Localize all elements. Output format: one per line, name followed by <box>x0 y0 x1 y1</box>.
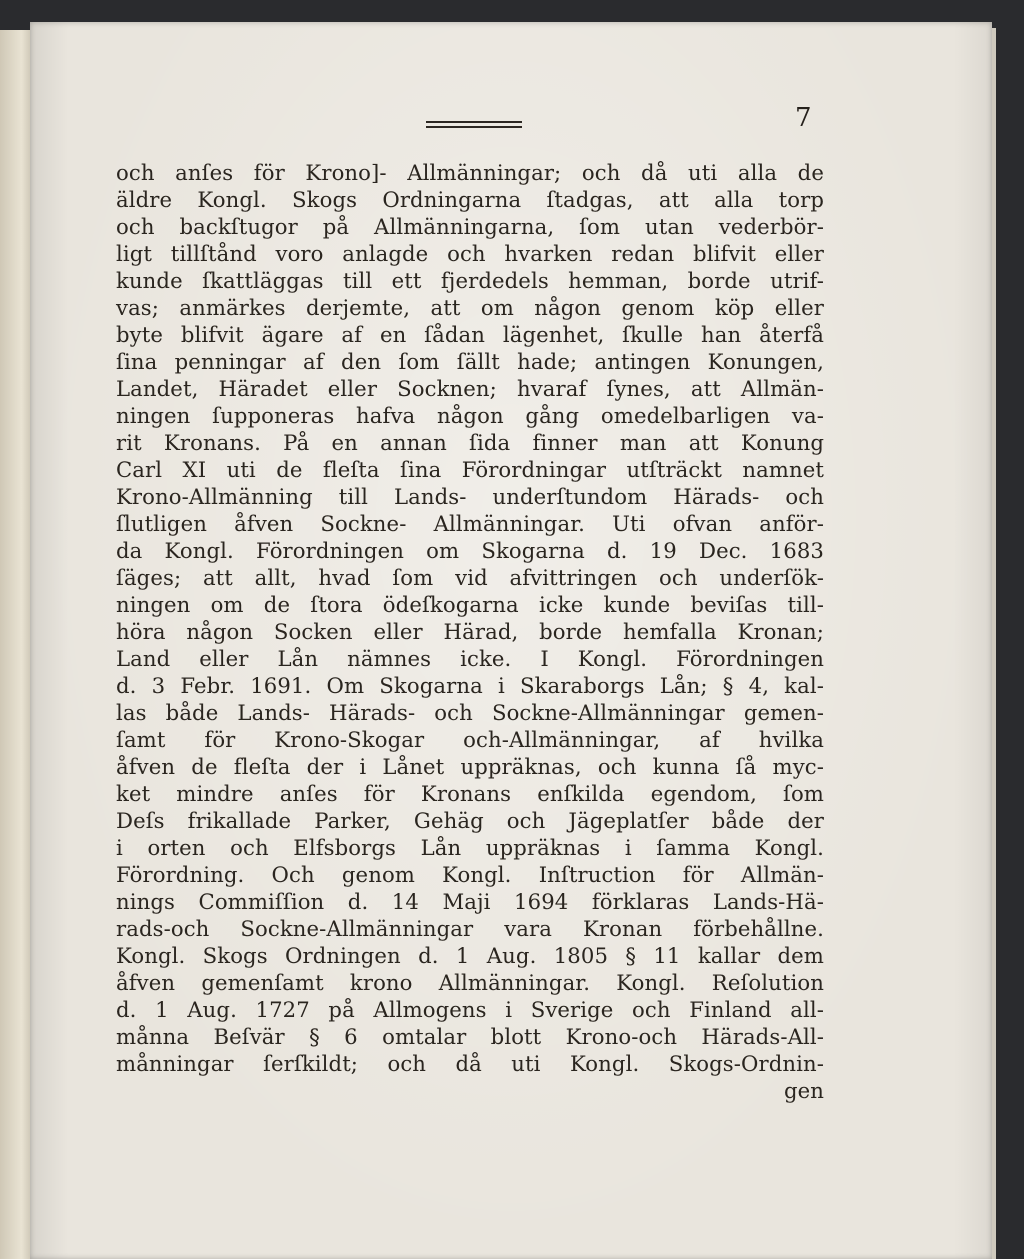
text-line: las både Lands- Härads- och Sockne-Allmänningar gemen- <box>116 700 824 725</box>
text-line: Landet, Häradet eller Socknen; hvaraf ſynes, att Allmän- <box>116 376 824 401</box>
text-line: ſamt för Krono-Skogar och-Allmänningar, af hvilka <box>116 727 824 752</box>
page-fore-edge <box>992 28 996 1259</box>
text-line: d. 1 Aug. 1727 på Allmogens i Sverige och Finland all- <box>116 997 824 1022</box>
text-line: ſina penningar af den ſom ſällt hade; antingen Konungen, <box>116 349 824 374</box>
text-line: vas; anmärkes derjemte, att om någon genom köp eller <box>116 295 824 320</box>
text-line: och anſes för Krono]- Allmänningar; och då uti alla de <box>116 160 824 185</box>
text-line: ligt tillſtånd voro anlagde och hvarken redan blifvit eller <box>116 241 824 266</box>
text-line: månna Beſvär § 6 omtalar blott Krono-och Härads-All- <box>116 1024 824 1049</box>
text-line: da Kongl. Förordningen om Skogarna d. 19 Dec. 1683 <box>116 538 824 563</box>
text-line: i orten och Elfsborgs Lån uppräknas i ſamma Kongl. <box>116 835 824 860</box>
body-text <box>116 159 824 1104</box>
text-line: åfven gemenſamt krono Allmänningar. Kongl. Reſolution <box>116 970 824 995</box>
text-line: rit Kronans. På en annan ſida finner man att Konung <box>116 430 824 455</box>
text-line: ſäges; att allt, hvad ſom vid afvittringen och underſök- <box>116 565 824 590</box>
text-line: äldre Kongl. Skogs Ordningarna ſtadgas, att alla torp <box>116 187 824 212</box>
text-line: nings Commiſſion d. 14 Maji 1694 förklaras Lands-Hä- <box>116 889 824 914</box>
text-line: månningar ſerſkildt; och då uti Kongl. Skogs-Ordnin- <box>116 1051 824 1076</box>
text-line: höra någon Socken eller Härad, borde hemfalla Kronan; <box>116 619 824 644</box>
text-line: ningen ſupponeras hafva någon gång omedelbarligen va- <box>116 403 824 428</box>
text-line: ningen om de ſtora ödeſkogarna icke kunde beviſas till- <box>116 592 824 617</box>
text-line: byte blifvit ägare af en ſådan lägenhet, ſkulle han återfå <box>116 322 824 347</box>
text-line: ſlutligen åfven Sockne- Allmänningar. Uti ofvan anför- <box>116 511 824 536</box>
text-line: Deſs frikallade Parker, Gehäg och Jägeplatſer både der <box>116 808 824 833</box>
text-line: kunde ſkattläggas till ett fjerdedels hemman, borde utrif- <box>116 268 824 293</box>
header-double-rule <box>426 121 522 128</box>
text-line: och backſtugor på Allmänningarna, ſom utan vederbör- <box>116 214 824 239</box>
text-line: åfven de fleſta der i Lånet uppräknas, och kunna ſå myc- <box>116 754 824 779</box>
text-line: Förordning. Och genom Kongl. Inſtruction för Allmän- <box>116 862 824 887</box>
text-line: Land eller Lån nämnes icke. I Kongl. Förordningen <box>116 646 824 671</box>
text-line: Kongl. Skogs Ordningen d. 1 Aug. 1805 § 11 kallar dem <box>116 943 824 968</box>
page-number: 7 <box>795 103 812 133</box>
text-line: Krono-Allmänning till Lands- underſtundom Härads- och <box>116 484 824 509</box>
text-line: ket mindre anſes för Kronans enſkilda egendom, ſom <box>116 781 824 806</box>
text-line: Carl XI uti de fleſta ſina Förordningar utſträckt namnet <box>116 457 824 482</box>
text-line: rads-och Sockne-Allmänningar vara Kronan förbehållne. <box>116 916 824 941</box>
catchword: gen <box>783 1078 824 1103</box>
text-line: d. 3 Febr. 1691. Om Skogarna i Skaraborgs Lån; § 4, kal- <box>116 673 824 698</box>
